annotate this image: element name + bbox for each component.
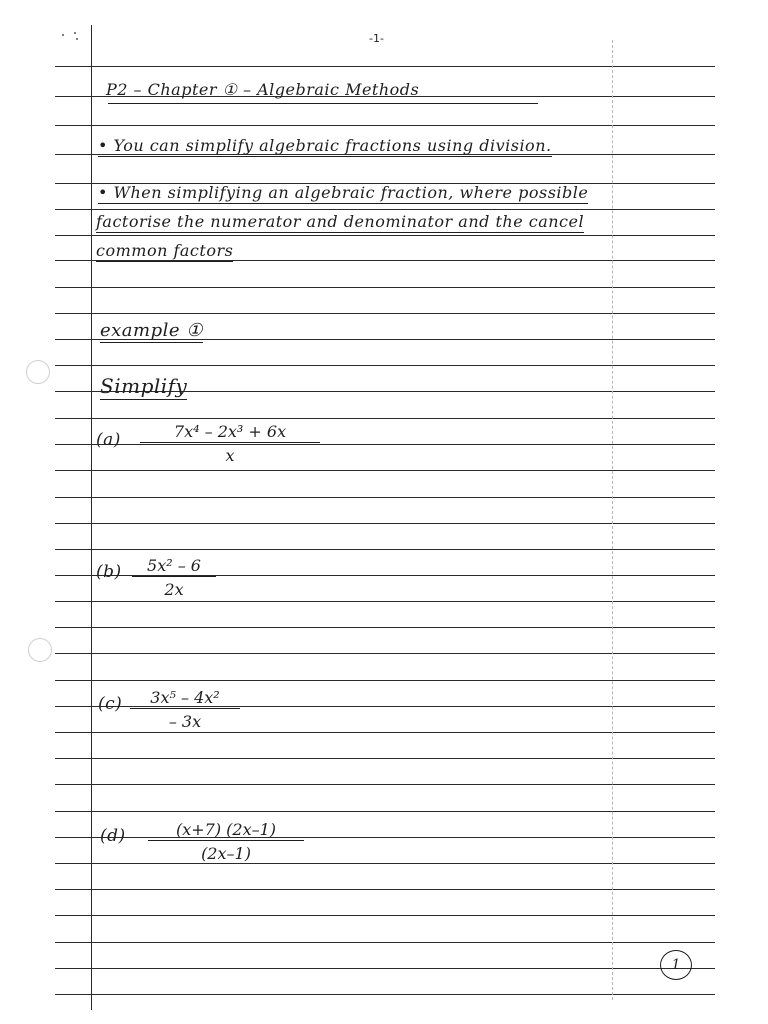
question-c-denominator: – 3x: [168, 712, 202, 731]
page-number: -1-: [369, 32, 384, 45]
ruled-line: [55, 811, 715, 812]
punch-hole: [26, 360, 50, 384]
question-a-denominator: x: [225, 446, 235, 465]
question-d-fraction: [148, 820, 304, 863]
question-a-numerator: 7x⁴ – 2x³ + 6x: [140, 422, 320, 443]
scan-speck: [74, 32, 76, 34]
question-d-label: (d): [100, 826, 126, 846]
ruled-line: [55, 497, 715, 498]
title-underline: [108, 103, 538, 104]
question-b-numerator: 5x² – 6: [132, 556, 216, 577]
note-line-1: • You can simplify algebraic fractions using division.: [98, 136, 552, 155]
ruled-line: [55, 942, 715, 943]
scan-speck: [76, 38, 78, 40]
ruled-line: [55, 627, 715, 628]
chapter-title: P2 – Chapter ① – Algebraic Methods: [106, 80, 420, 99]
question-b-fraction: [132, 556, 216, 599]
question-b-denominator: 2x: [164, 580, 184, 599]
question-a-fraction: [140, 422, 320, 465]
ruled-line: [55, 523, 715, 524]
ruled-line: [55, 968, 715, 969]
example-heading: example ①: [100, 320, 203, 341]
ruled-line: [55, 470, 715, 471]
ruled-line: [55, 994, 715, 995]
note-line-4: common factors: [96, 241, 234, 260]
ruled-line: [55, 549, 715, 550]
question-b-label: (b): [96, 562, 122, 582]
question-c-numerator: 3x⁵ – 4x²: [130, 688, 240, 709]
ruled-line: [55, 863, 715, 864]
ruled-line: [55, 66, 715, 67]
note-line-2: • When simplifying an algebraic fraction, where possible: [98, 183, 589, 202]
ruled-line: [55, 601, 715, 602]
ruled-line: [55, 125, 715, 126]
question-d-numerator: (x+7) (2x–1): [148, 820, 304, 841]
ruled-line: [55, 732, 715, 733]
ruled-line: [55, 784, 715, 785]
circled-page-mark: 1: [660, 950, 692, 980]
ruled-line: [55, 653, 715, 654]
ruled-line: [55, 235, 715, 236]
question-c-label: (c): [98, 694, 123, 714]
question-a-label: (a): [96, 430, 121, 450]
simplify-instruction: Simplify: [100, 374, 188, 398]
ruled-line: [55, 418, 715, 419]
ruled-line: [55, 889, 715, 890]
ruled-line: [55, 680, 715, 681]
scan-speck: [62, 34, 64, 36]
question-c-fraction: [130, 688, 240, 731]
question-d-denominator: (2x–1): [201, 844, 251, 863]
ruled-line: [55, 209, 715, 210]
ruled-line: [55, 758, 715, 759]
note-line-3: factorise the numerator and denominator and the cancel: [96, 212, 585, 231]
margin-line: [91, 25, 92, 1010]
punch-hole: [28, 638, 52, 662]
ruled-line: [55, 313, 715, 314]
ruled-line: [55, 915, 715, 916]
ruled-line: [55, 287, 715, 288]
right-guide-line: [612, 40, 613, 1000]
ruled-line: [55, 365, 715, 366]
